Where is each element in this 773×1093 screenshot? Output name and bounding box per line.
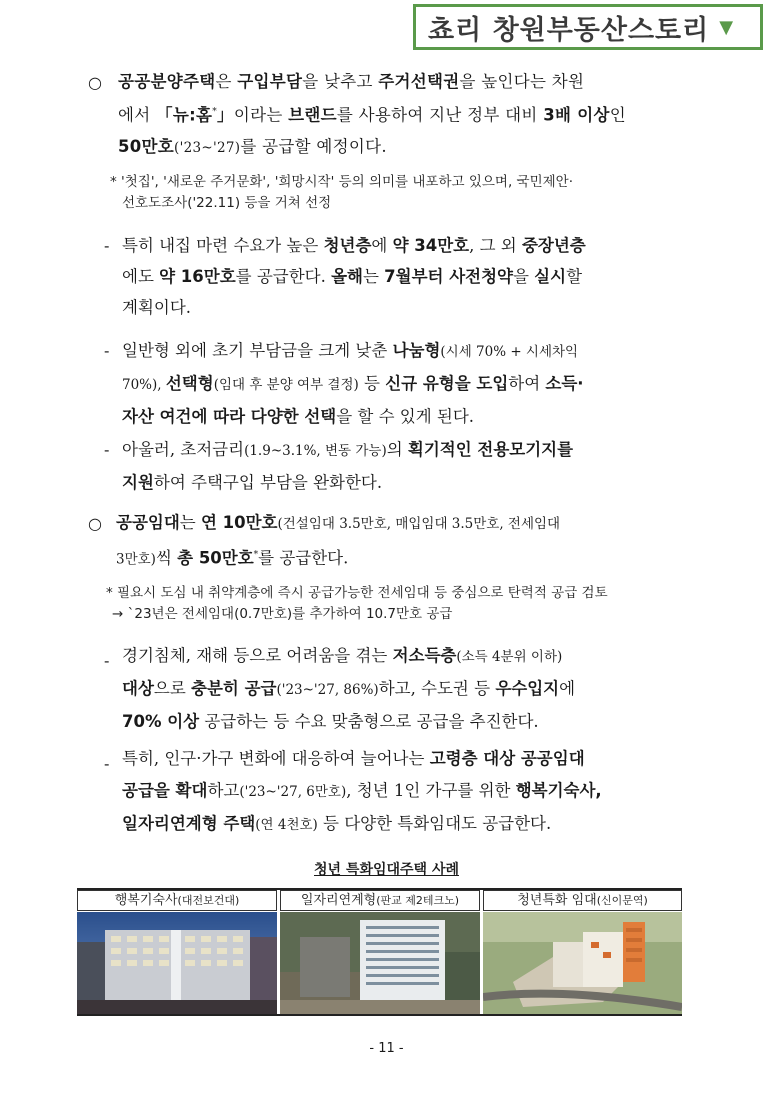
section2-paragraph: 공공임대는 연 10만호(건설임대 3.5만호, 매입임대 3.5만호, 전세임대 3만호)씩 총 50만호*를 공급한다. xyxy=(116,513,561,568)
dash-marker: - xyxy=(104,341,110,360)
gallery-label: 청년특화 임대(신이문역) xyxy=(483,890,682,911)
youth-rental-photo xyxy=(483,912,682,1014)
photo-gallery xyxy=(77,888,682,1016)
gallery-caption: 청년 특화임대주택 사례 xyxy=(314,862,459,878)
circle-bullet-icon: ○ xyxy=(88,514,102,533)
gallery-cell-youth-rental xyxy=(483,890,682,1014)
dash-marker: - xyxy=(104,440,110,459)
page-number: - 11 - xyxy=(369,1041,404,1056)
section1-paragraph: 공공분양주택은 구입부담을 낮추고 주거선택권을 높인다는 차원 에서 「뉴:홈*」이라는 브랜드를 사용하여 지난 정부 대비 3배 이상인 50만호('23~'27)를 공급할 예정이다. xyxy=(118,72,626,156)
badge-text: 쵸리 창원부동산스토리 xyxy=(428,14,710,46)
section1-footnote: * '첫집', '새로운 주거문화', '희망시작' 등의 의미를 내포하고 있으며, 국민제안· 선호도조사('22.11) 등을 거쳐 선정 xyxy=(110,174,573,211)
gallery-label: 행복기숙사(대전보건대) xyxy=(77,890,277,911)
blog-badge xyxy=(413,4,763,50)
circle-bullet-icon: ○ xyxy=(88,73,102,92)
dash-marker: - xyxy=(104,236,110,255)
sub5-paragraph: 특히, 인구·가구 변화에 대응하여 늘어나는 고령층 대상 공공임대 공급을 확대하고('23~'27, 6만호), 청년 1인 가구를 위한 행복기숙사, 일자리연계형 주택(연 4천호) 등 다양한 특화임대도 공급한다. xyxy=(122,749,602,833)
job-linked-housing-photo xyxy=(280,912,480,1014)
sub4-paragraph: 경기침체, 재해 등으로 어려움을 겪는 저소득층(소득 4분위 이하) 대상으로 충분히 공급('23~'27, 86%)하고, 수도권 등 우수입지에 70% 이상 공급하는 등 수요 맞춤형으로 공급을 추진한다. xyxy=(122,646,576,731)
gallery-label: 일자리연계형(판교 제2테크노) xyxy=(280,890,480,911)
sub2-paragraph: 일반형 외에 초기 부담금을 크게 낮춘 나눔형(시세 70% + 시세차익 70%), 선택형(임대 후 분양 여부 결정) 등 신규 유형을 도입하여 소득· 자산 여건에 따라 다양한 선택을 할 수 있게 된다. xyxy=(122,341,584,426)
dash-marker: - xyxy=(104,651,110,670)
dropdown-triangle-icon: ▼ xyxy=(719,16,735,38)
gallery-cell-job-linked xyxy=(280,890,480,1014)
dash-marker: - xyxy=(104,754,110,773)
sub3-paragraph: 아울러, 초저금리(1.9~3.1%, 변동 가능)의 획기적인 전용모기지를 지원하여 주택구입 부담을 완화한다. xyxy=(122,440,574,492)
gallery-cell-dormitory xyxy=(77,890,277,1014)
sub1-paragraph: 특히 내집 마련 수요가 높은 청년층에 약 34만호, 그 외 중장년층 에도 약 16만호를 공급한다. 올해는 7월부터 사전청약을 실시할 계획이다. xyxy=(122,236,586,317)
dormitory-photo xyxy=(77,912,277,1014)
section2-footnote: * 필요시 도심 내 취약계층에 즉시 공급가능한 전세임대 등 중심으로 탄력적 공급 검토 → `23년은 전세임대(0.7만호)를 추가하여 10.7만호 공급 xyxy=(106,585,608,622)
